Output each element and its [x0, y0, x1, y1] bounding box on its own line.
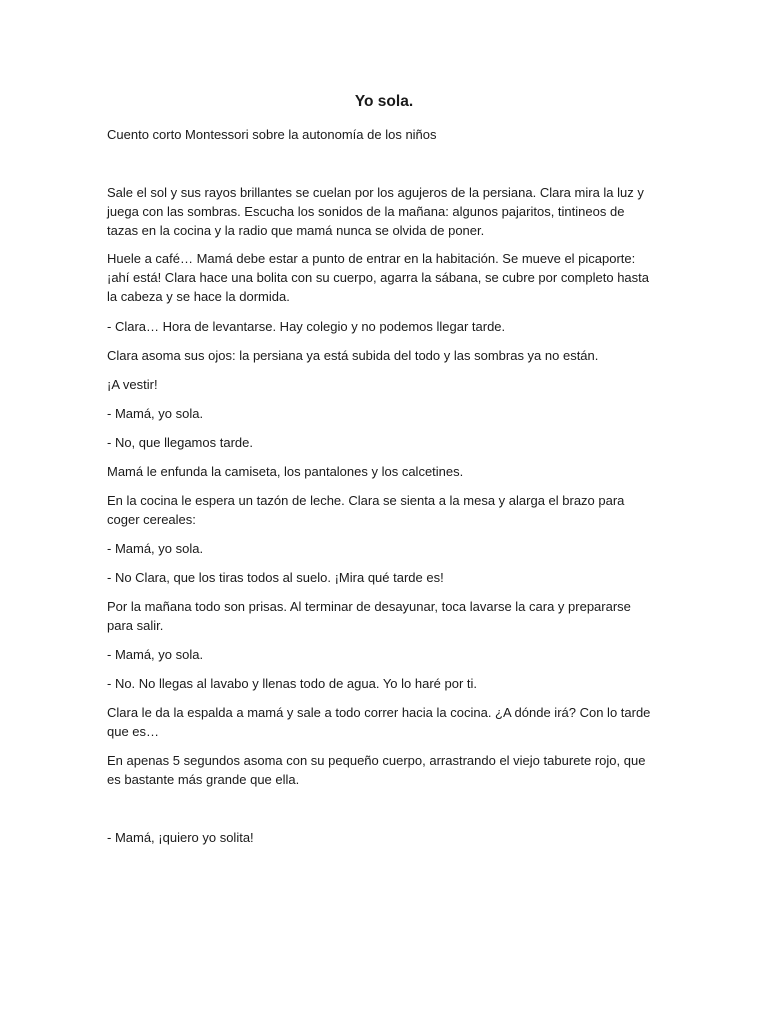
paragraph: Por la mañana todo son prisas. Al terminar de desayunar, toca lavarse la cara y prepararse para salir. [107, 599, 631, 633]
paragraph: En la cocina le espera un tazón de leche. Clara se sienta a la mesa y alarga el brazo para coger cereales: [107, 493, 625, 527]
paragraph: Sale el sol y sus rayos brillantes se cuelan por los agujeros de la persiana. Clara mira la luz y juega con las sombras. Escucha los sonidos de la mañana: algunos pajaritos, tintineos de tazas en la cocina y la radio que mamá nunca se olvida de poner. [107, 185, 644, 238]
paragraph: Huele a café… Mamá debe estar a punto de entrar en la habitación. Se mueve el picaporte: ¡ahí está! Clara hace una bolita con su cuerpo, agarra la sábana, se cubre por completo hasta la cabeza y se hace la dormida. [107, 251, 649, 304]
paragraph: Clara le da la espalda a mamá y sale a todo correr hacia la cocina. ¿A dónde irá? Con lo tarde que es… [107, 705, 651, 739]
dialogue-line: - No. No llegas al lavabo y llenas todo de agua. Yo lo haré por ti. [107, 676, 478, 691]
dialogue-line: - Clara… Hora de levantarse. Hay colegio y no podemos llegar tarde. [107, 319, 506, 334]
dialogue-line: - Mamá, yo sola. [107, 647, 204, 662]
dialogue-line: - No Clara, que los tiras todos al suelo. ¡Mira qué tarde es! [107, 570, 444, 585]
document-title: Yo sola. [354, 93, 414, 110]
dialogue-line: - Mamá, ¡quiero yo solita! [107, 830, 254, 845]
paragraph: Clara asoma sus ojos: la persiana ya está subida del todo y las sombras ya no están. [107, 348, 599, 363]
dialogue-line: - No, que llegamos tarde. [107, 435, 253, 450]
dialogue-line: - Mamá, yo sola. [107, 406, 204, 421]
dialogue-line: - Mamá, yo sola. [107, 541, 204, 556]
paragraph: Mamá le enfunda la camiseta, los pantalones y los calcetines. [107, 464, 464, 479]
document-subtitle: Cuento corto Montessori sobre la autonomía de los niños [107, 127, 437, 142]
paragraph: En apenas 5 segundos asoma con su pequeño cuerpo, arrastrando el viejo taburete rojo, que es bastante más grande que ella. [107, 753, 646, 787]
paragraph: ¡A vestir! [107, 377, 158, 392]
